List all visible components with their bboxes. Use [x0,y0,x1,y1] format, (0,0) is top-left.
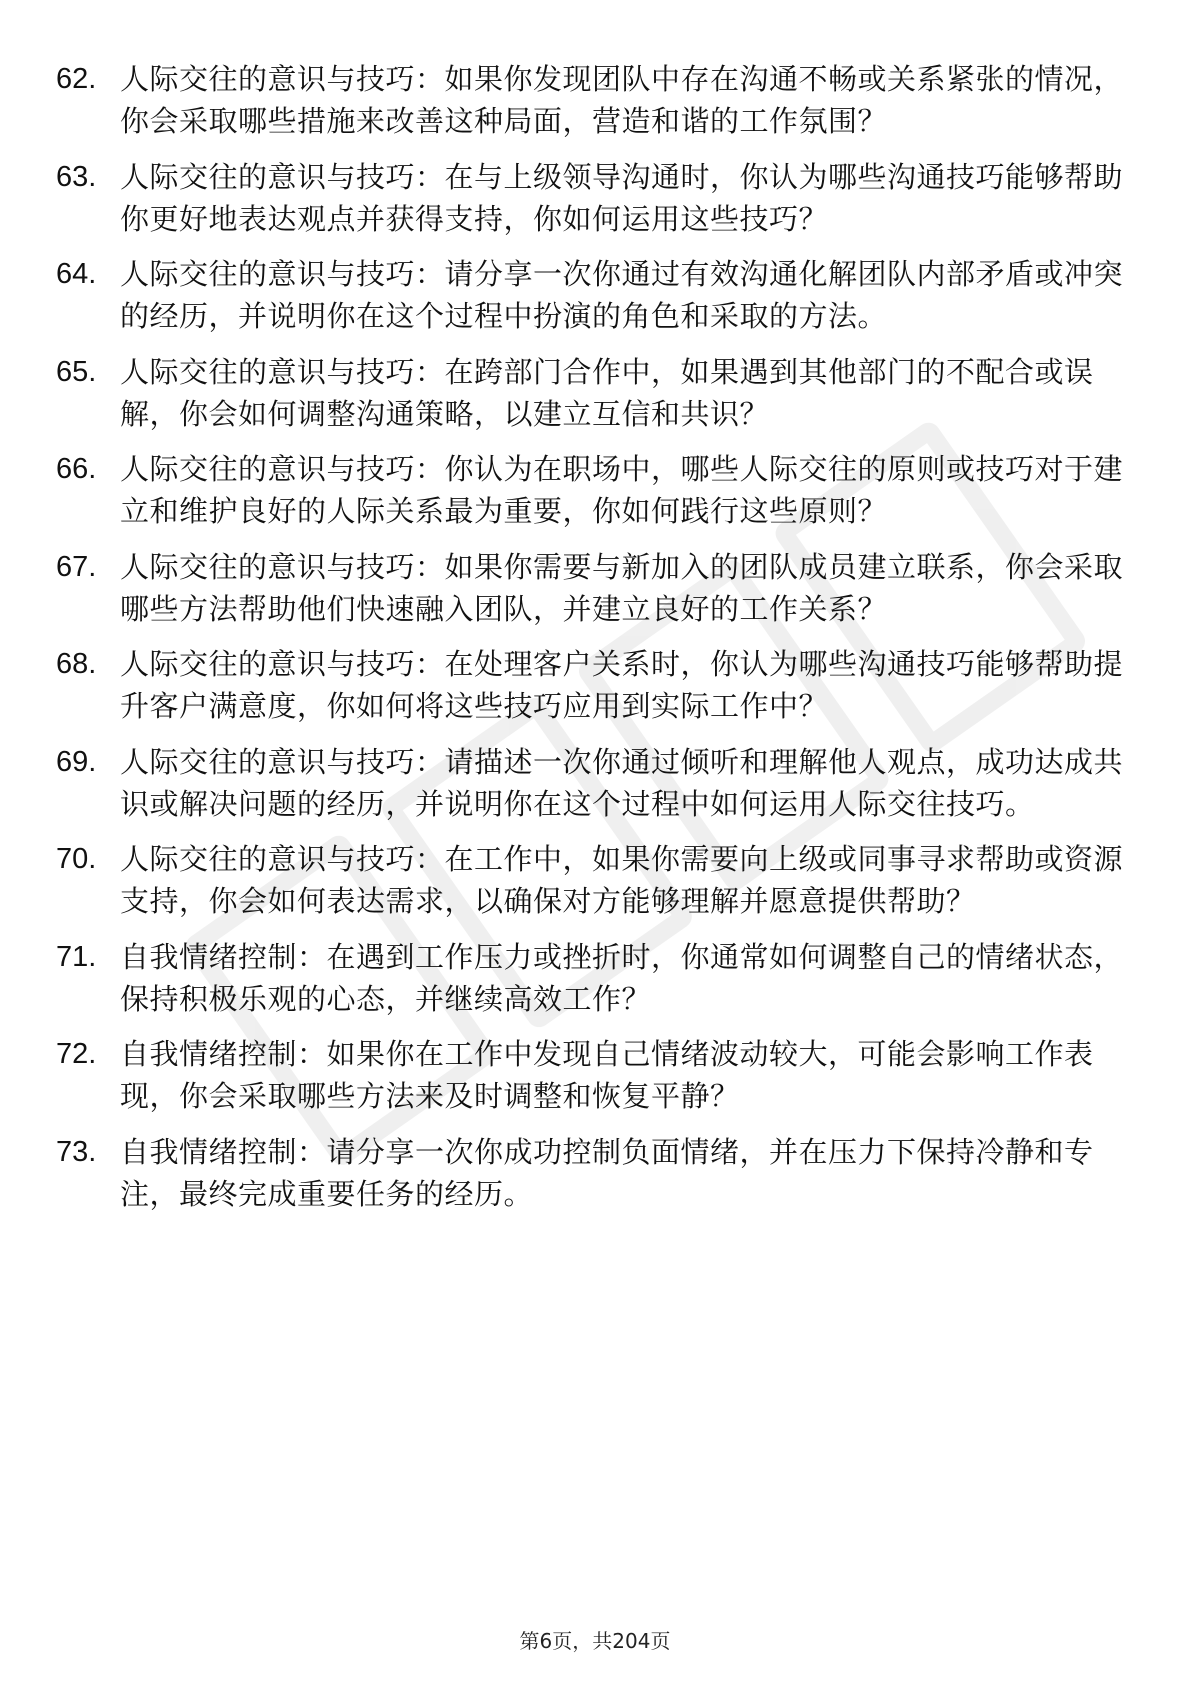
question-item [56,351,1136,435]
question-list [56,58,1136,1228]
question-item [56,643,1136,727]
question-number: 72. [56,1038,97,1070]
question-number: 70. [56,843,97,875]
question-number: 62. [56,63,97,95]
question-number: 65. [56,355,97,388]
question-text: 人际交往的意识与技巧：如果你需要与新加入的团队成员建立联系，你会采取哪些方法帮助他们快速融入团队，并建立良好的工作关系？ [120,549,1124,626]
question-text: 人际交往的意识与技巧：如果你发现团队中存在沟通不畅或关系紧张的情况，你会采取哪些措施来改善这种局面，营造和谐的工作氛围？ [120,62,1124,138]
question-text: 人际交往的意识与技巧：在工作中，如果你需要向上级或同事寻求帮助或资源支持，你会如何表达需求，以确保对方能够理解并愿意提供帮助？ [120,842,1124,918]
question-item [56,546,1136,630]
question-number: 68. [56,648,97,680]
question-text: 自我情绪控制：在遇到工作压力或挫折时，你通常如何调整自己的情绪状态，保持积极乐观的心态，并继续高效工作？ [120,939,1124,1016]
question-number: 71. [56,940,97,973]
page-footer: 第6页，共204页 [519,1629,671,1653]
question-item [56,741,1136,825]
question-item [56,58,1136,142]
question-item [56,1033,1136,1117]
question-number: 66. [56,453,97,485]
question-number: 69. [56,745,97,778]
question-text: 人际交往的意识与技巧：在与上级领导沟通时，你认为哪些沟通技巧能够帮助你更好地表达观点并获得支持，你如何运用这些技巧？ [120,159,1124,236]
question-item [56,1131,1136,1215]
question-text: 自我情绪控制：请分享一次你成功控制负面情绪，并在压力下保持冷静和专注，最终完成重要任务的经历。 [120,1134,1094,1211]
question-text: 人际交往的意识与技巧：你认为在职场中，哪些人际交往的原则或技巧对于建立和维护良好的人际关系最为重要，你如何践行这些原则？ [120,452,1124,528]
question-item [56,253,1136,337]
question-number: 67. [56,550,97,583]
question-text: 人际交往的意识与技巧：请分享一次你通过有效沟通化解团队内部矛盾或冲突的经历，并说明你在这个过程中扮演的角色和采取的方法。 [120,257,1124,333]
question-item [56,448,1136,532]
question-item [56,936,1136,1020]
question-text: 人际交往的意识与技巧：在跨部门合作中，如果遇到其他部门的不配合或误解，你会如何调整沟通策略，以建立互信和共识？ [120,354,1094,431]
question-text: 人际交往的意识与技巧：请描述一次你通过倾听和理解他人观点，成功达成共识或解决问题的经历，并说明你在这个过程中如何运用人际交往技巧。 [120,744,1124,821]
question-item [56,838,1136,922]
question-text: 自我情绪控制：如果你在工作中发现自己情绪波动较大，可能会影响工作表现，你会采取哪些方法来及时调整和恢复平静？ [120,1037,1094,1113]
question-item [56,156,1136,240]
question-text: 人际交往的意识与技巧：在处理客户关系时，你认为哪些沟通技巧能够帮助提升客户满意度，你如何将这些技巧应用到实际工作中？ [120,647,1124,723]
question-number: 73. [56,1135,97,1168]
question-number: 64. [56,258,97,290]
question-number: 63. [56,160,97,193]
